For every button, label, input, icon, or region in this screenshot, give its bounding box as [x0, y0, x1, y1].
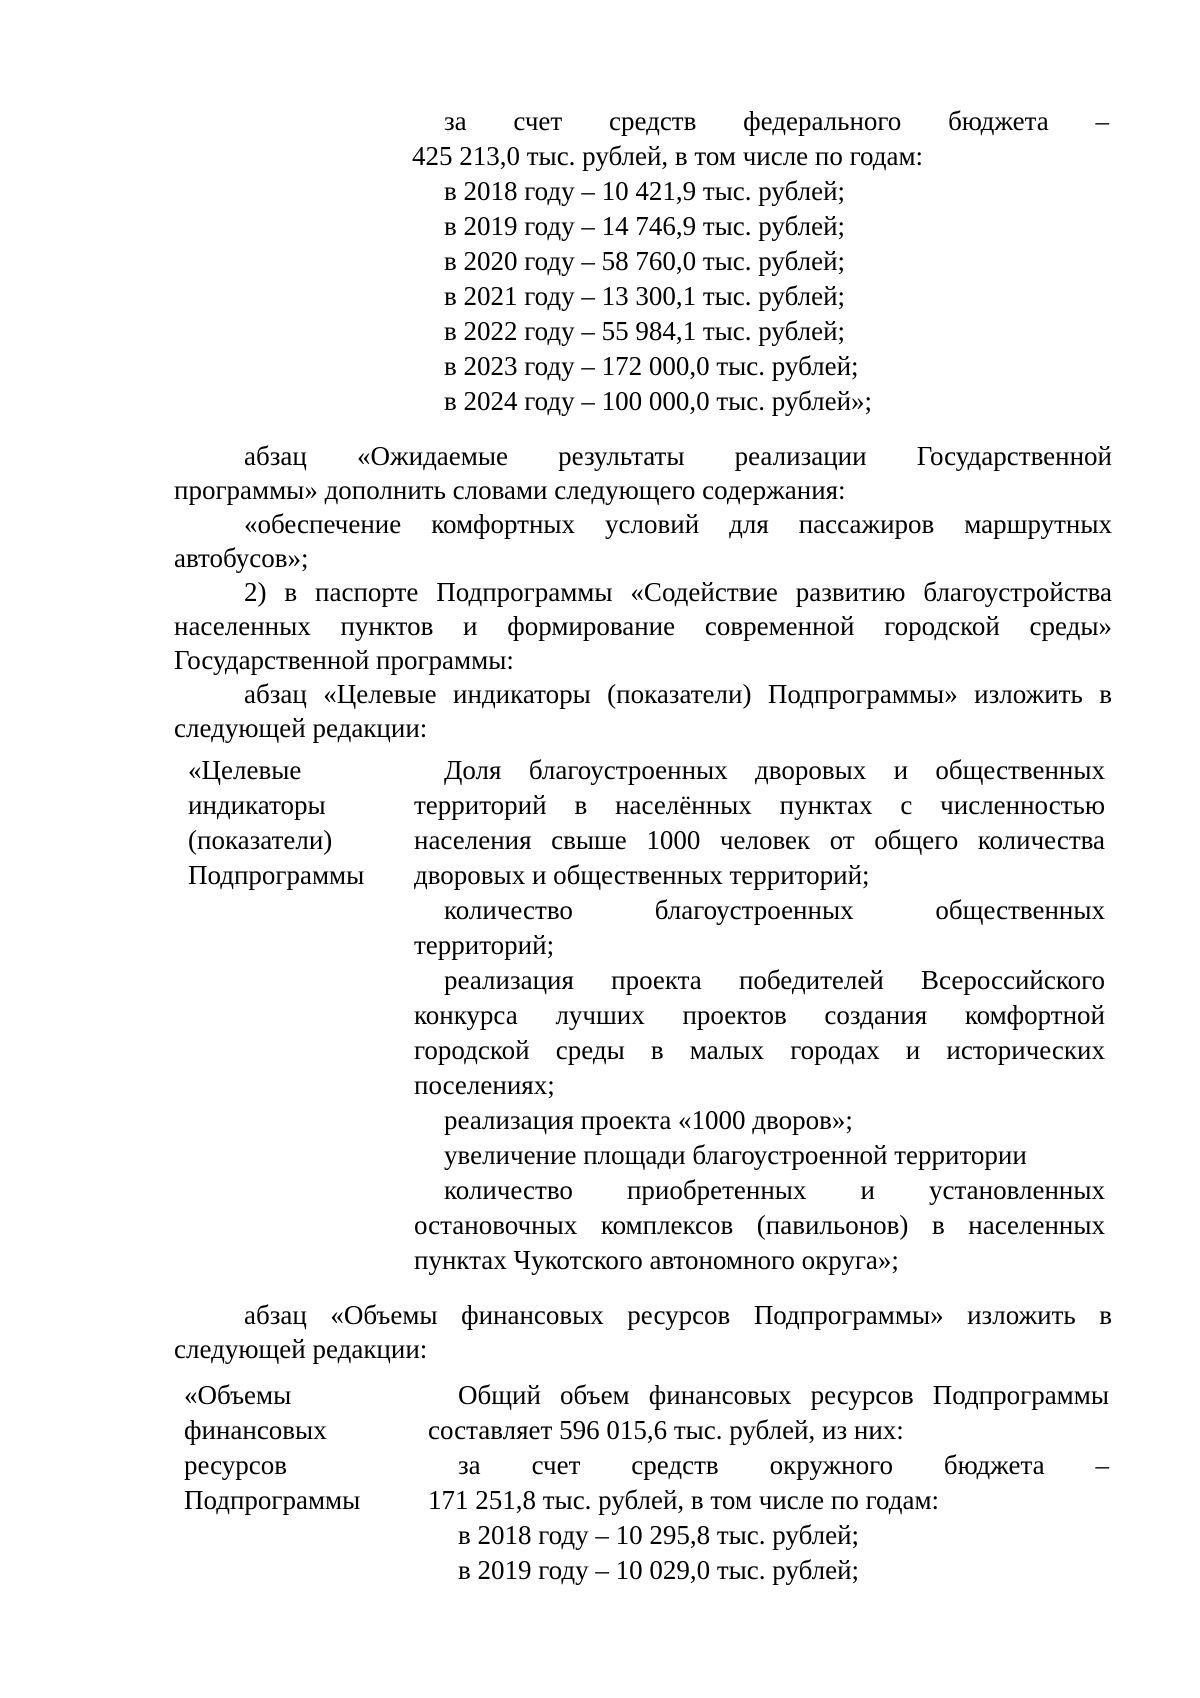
paragraph-line: автобусов»;: [174, 543, 309, 573]
table-left-cell-line: финансовых: [184, 1415, 327, 1445]
table-right-cell-line: территорий в населённых пунктах с численностью: [414, 790, 1105, 820]
budget-year-line: в 2019 году – 14 746,9 тыс. рублей;: [444, 211, 846, 241]
table-right-cell-line: дворовых и общественных территорий;: [414, 860, 870, 890]
budget-year-line: в 2018 году – 10 421,9 тыс. рублей;: [444, 176, 846, 206]
budget-year-line: в 2024 году – 100 000,0 тыс. рублей»;: [444, 386, 873, 416]
table-right-cell-line: конкурса лучших проектов создания комфортной: [414, 1000, 1105, 1030]
table-right-cell-line: городской среды в малых городах и исторических: [414, 1035, 1105, 1065]
table-right-cell-line: 171 251,8 тыс. рублей, в том числе по годам:: [428, 1485, 940, 1515]
table-left-cell-line: индикаторы: [188, 790, 326, 820]
table-right-cell-line: реализация проекта «1000 дворов»;: [444, 1105, 853, 1135]
table-right-cell-line: в 2019 году – 10 029,0 тыс. рублей;: [458, 1555, 860, 1585]
table-left-cell-line: «Целевые: [188, 755, 302, 785]
paragraph-line: абзац «Ожидаемые результаты реализации Государственной: [244, 441, 1112, 471]
table-right-cell-line: реализация проекта победителей Всероссийского: [444, 965, 1105, 995]
table-left-cell-line: (показатели): [188, 825, 333, 855]
table-right-cell-line: в 2018 году – 10 295,8 тыс. рублей;: [458, 1520, 860, 1550]
budget-year-line: в 2022 году – 55 984,1 тыс. рублей;: [444, 316, 846, 346]
table-right-cell-line: остановочных комплексов (павильонов) в населенных: [414, 1210, 1105, 1240]
budget-year-line: в 2020 году – 58 760,0 тыс. рублей;: [444, 246, 846, 276]
budget-year-line: в 2023 году – 172 000,0 тыс. рублей;: [444, 351, 859, 381]
paragraph-line: Государственной программы:: [174, 645, 514, 675]
paragraph-line: абзац «Объемы финансовых ресурсов Подпрограммы» изложить в: [244, 1300, 1112, 1330]
table-right-cell-line: количество приобретенных и установленных: [444, 1175, 1105, 1205]
table-right-cell-line: населения свыше 1000 человек от общего количества: [414, 825, 1105, 855]
paragraph-line: следующей редакции:: [174, 713, 428, 743]
table-right-cell-line: количество благоустроенных общественных: [444, 895, 1105, 925]
table-right-cell-line: пунктах Чукотского автономного округа»;: [414, 1245, 899, 1275]
paragraph-line: следующей редакции:: [174, 1334, 428, 1364]
table-right-cell-line: территорий;: [414, 930, 555, 960]
table-right-cell-line: за счет средств окружного бюджета –: [458, 1450, 1109, 1480]
paragraph-line: 2) в паспорте Подпрограммы «Содействие развитию благоустройства: [244, 577, 1112, 607]
table-left-cell-line: Подпрограммы: [188, 860, 365, 890]
budget-line: 425 213,0 тыс. рублей, в том числе по годам:: [412, 141, 924, 171]
table-right-cell-line: Общий объем финансовых ресурсов Подпрограммы: [458, 1380, 1109, 1410]
paragraph-line: программы» дополнить словами следующего содержания:: [174, 475, 846, 505]
table-right-cell-line: поселениях;: [414, 1070, 555, 1100]
table-left-cell-line: ресурсов: [184, 1450, 288, 1480]
table-left-cell-line: «Объемы: [184, 1380, 292, 1410]
budget-line: за счет средств федерального бюджета –: [444, 106, 1109, 136]
table-right-cell-line: Доля благоустроенных дворовых и общественных: [444, 755, 1105, 785]
table-right-cell-line: составляет 596 015,6 тыс. рублей, из них:: [428, 1415, 904, 1445]
paragraph-line: абзац «Целевые индикаторы (показатели) Подпрограммы» изложить в: [244, 679, 1112, 709]
table-left-cell-line: Подпрограммы: [184, 1485, 361, 1515]
paragraph-line: «обеспечение комфортных условий для пассажиров маршрутных: [244, 509, 1112, 539]
table-right-cell-line: увеличение площади благоустроенной территории: [444, 1140, 1027, 1170]
budget-year-line: в 2021 году – 13 300,1 тыс. рублей;: [444, 281, 846, 311]
paragraph-line: населенных пунктов и формирование современной городской среды»: [174, 611, 1112, 641]
